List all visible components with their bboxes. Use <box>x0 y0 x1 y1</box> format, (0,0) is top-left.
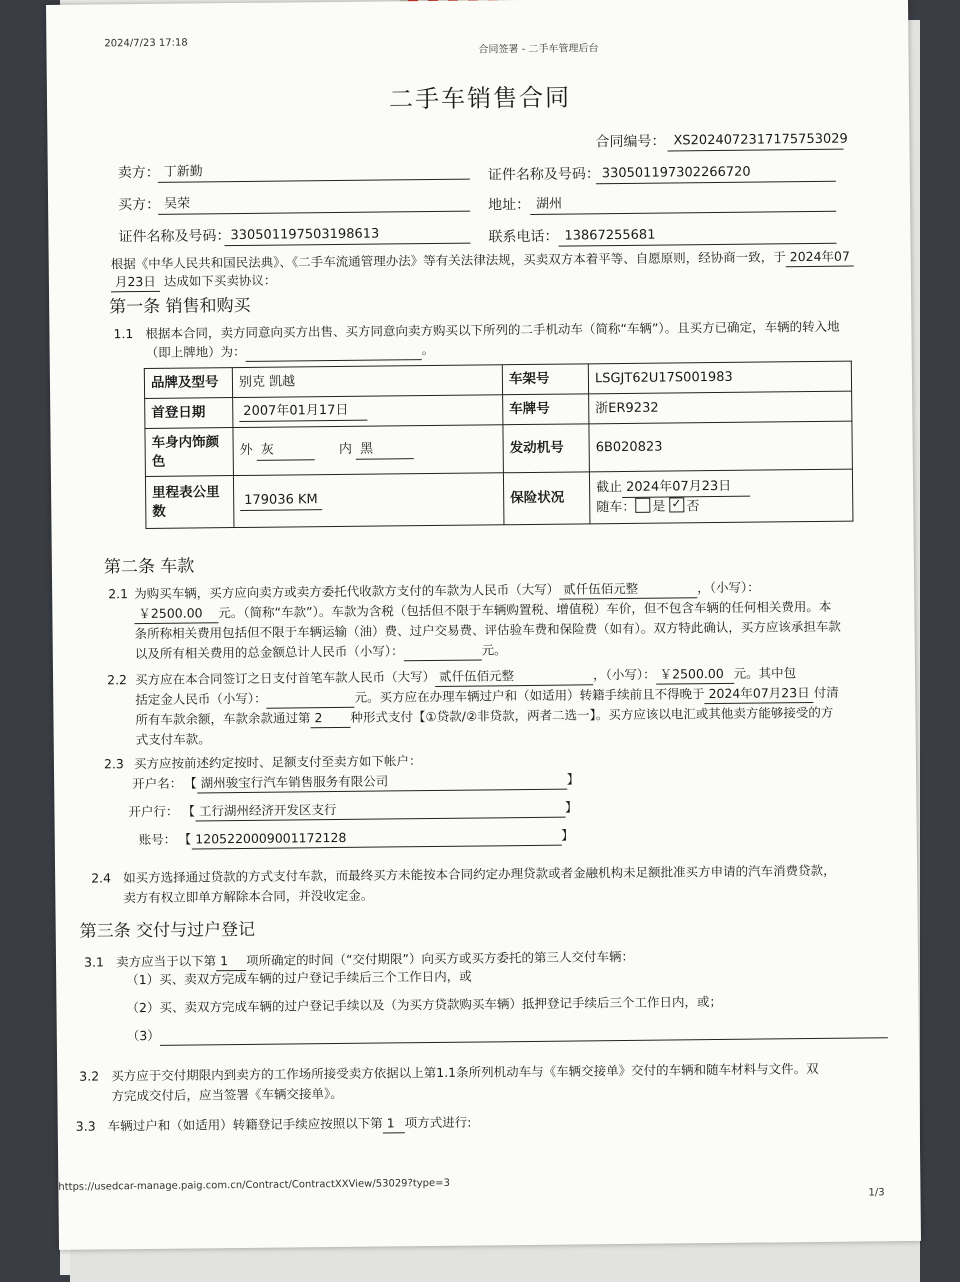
clause-1-1-text: （即上牌地）为： <box>145 343 246 360</box>
account-name-row <box>184 771 579 793</box>
clause-2-1-line3: 条所称相关费用包括但不限于车辆运输（油）费、过户交易费、评估验车费和保险费（如有）。双方特此确认，买方应该承担车款 <box>134 618 841 642</box>
clause-2-2-text1b: ，（小写）： <box>592 666 656 683</box>
clause-2-2-text2b: 元。买方应在办理车辆过户和（如适用）转籍手续前且不得晚于 <box>354 686 705 705</box>
mileage-value: 179036 KM <box>240 491 322 510</box>
plate-location-blank <box>246 342 422 362</box>
vin-label: 车架号 <box>502 364 588 395</box>
buyer-name: 吴荣 <box>158 193 470 215</box>
preamble-line1 <box>111 249 854 275</box>
transfer-option: 1 <box>383 1115 405 1133</box>
insurance-no-checkbox[interactable] <box>669 497 684 512</box>
bracket-close: 】 <box>566 771 580 787</box>
delivery-option-1: （1）买、卖双方完成车辆的过户登记手续后三个工作日内，或 <box>126 968 472 988</box>
clause-1-1-number: 1.1 <box>113 326 134 342</box>
insurance-yes-label: 是 <box>652 499 666 515</box>
bracket-open: 【 <box>178 831 192 847</box>
bracket-open: 【 <box>184 775 197 791</box>
insurance-cell <box>589 469 853 524</box>
article-2-title: 第二条 车款 <box>103 556 195 578</box>
price-number: ￥2500.00 <box>134 605 218 624</box>
account-number: 1205220009001172128 <box>191 828 561 850</box>
account-bank-row <box>182 799 577 821</box>
insurance-until-label: 截止 <box>596 479 623 496</box>
total-amount-blank <box>403 642 481 661</box>
color-cell <box>233 425 503 476</box>
insurance-label: 保险状况 <box>503 472 590 525</box>
clause-2-4-line1: 如买方选择通过贷款的方式支付车款，而最终买方未能按本合同约定办理贷款或者金融机构未足额批准买方申请的汽车消费贷款， <box>123 862 836 886</box>
bracket-close: 】 <box>564 799 578 815</box>
first-payment-number: ￥2500.00 <box>655 666 733 685</box>
account-name: 湖州骏宝行汽车销售服务有限公司 <box>197 772 567 794</box>
payment-option: 2 <box>310 710 350 728</box>
delivery-option-3 <box>127 1020 888 1046</box>
article-3-title: 第三条 交付与过户登记 <box>79 919 256 942</box>
buyer-address: 湖州 <box>530 193 836 215</box>
clause-2-3-number: 2.3 <box>103 756 124 772</box>
clause-3-1-number: 3.1 <box>83 954 104 970</box>
clause-1-1-line1: 根据本合同，卖方同意向买方出售、买方同意向卖方购买以下所列的二手机动车（简称“车辆”）。且买方已确定，车辆的转入地 <box>145 318 840 341</box>
preamble-date-b: 月23日 <box>111 274 160 292</box>
account-bank-label: 开户行： <box>128 803 179 820</box>
clause-2-2-number: 2.2 <box>106 672 128 688</box>
clause-2-2-text3: 所有车款余额，车款余款通过第 <box>135 710 311 728</box>
seller-name: 丁新勤 <box>158 161 470 183</box>
print-datetime: 2024/7/23 17:18 <box>104 37 188 50</box>
insurance-with-car-label: 随车： <box>596 499 636 515</box>
seller-id: 330501197302266720 <box>596 163 836 185</box>
clause-3-3-text1b: 项方式进行: <box>404 1114 472 1131</box>
payment-deadline: 2024年07月23日 <box>704 685 813 704</box>
clause-2-1-line4 <box>135 642 507 664</box>
insurance-until-date: 2024年07月23日 <box>622 478 750 498</box>
deposit-blank <box>266 690 354 709</box>
clause-3-3-number: 3.3 <box>75 1118 96 1134</box>
clause-2-1-text1b: ，（小写）： <box>697 579 760 596</box>
first-registration-value: 2007年01月17日 <box>239 402 367 422</box>
preamble-text: 根据《中华人民共和国民法典》、《二手车流通管理办法》等有关法律法规，买卖双方本着平等、自愿原则，经协商一致，于 <box>110 249 786 272</box>
delivery-option-2: （2）买、卖双方完成车辆的过户登记手续以及（为买方贷款购买车辆）抵押登记手续后三个工作日内，或； <box>126 993 723 1016</box>
bracket-open: 【 <box>182 803 196 819</box>
vehicle-info-table <box>144 361 854 529</box>
footer-page-number: 1/3 <box>868 1187 885 1199</box>
first-registration-cell <box>233 395 503 428</box>
clause-3-3-text1: 车辆过户和（如适用）转籍登记手续应按照以下第 <box>107 1115 383 1134</box>
article-1-title: 第一条 销售和购买 <box>109 295 251 318</box>
buyer-id: 330501197503198613 <box>224 225 470 247</box>
page-title: 二手车销售合同 <box>388 83 572 114</box>
footer-url: https://usedcar-manage.paig.com.cn/Contract/ContractXXView/53029?type=3 <box>58 1177 450 1193</box>
engine-value: 6B020823 <box>589 421 852 472</box>
clause-3-2-line2: 方完成交付后，应当签署《车辆交接单》。 <box>111 1085 343 1104</box>
clause-3-2-number: 3.2 <box>79 1068 100 1084</box>
clause-2-3-line1: 买方应按前述约定按时、足额支付至卖方如下帐户： <box>133 753 422 772</box>
insurance-yes-checkbox[interactable] <box>635 497 650 512</box>
seller-label: 卖方： <box>117 164 160 182</box>
plate-value: 浙ER9232 <box>589 391 852 424</box>
buyer-label: 买方： <box>118 196 161 214</box>
exterior-label: 外 <box>239 443 253 459</box>
contract-number-label: 合同编号： <box>595 133 666 151</box>
clause-3-1-text1b: 项所确定的时间（“交付期限”）向买方或买方委托的第三人交付车辆： <box>245 948 635 968</box>
preamble-text-2: 达成如下买卖协议： <box>163 272 277 289</box>
mileage-label: 里程表公里数 <box>145 476 234 529</box>
interior-label: 内 <box>338 442 353 458</box>
preamble-date-a: 2024年07 <box>786 249 854 268</box>
account-number-label: 账号： <box>138 831 177 848</box>
clause-2-2-line4: 式支付车款。 <box>135 731 211 748</box>
preamble-line2 <box>111 273 277 293</box>
clause-2-1-text1: 为购买车辆，买方应向卖方或卖方委托代收款方支付的车款为人民币（大写） <box>134 581 560 602</box>
contract-number: XS2024072317175753029 <box>667 131 843 152</box>
clause-1-1-line2 <box>146 342 435 363</box>
plate-label: 车牌号 <box>503 394 589 425</box>
first-registration-label: 首登日期 <box>145 398 233 429</box>
brand-label: 品牌及型号 <box>144 368 232 399</box>
clause-2-4-line2: 卖方有权立即单方解除本合同，并没收定金。 <box>123 887 374 906</box>
print-site-title: 合同签署 - 二手车管理后台 <box>478 43 599 56</box>
phone-label: 联系电话： <box>488 228 559 246</box>
engine-label: 发动机号 <box>503 424 589 473</box>
color-label: 车身内饰颜色 <box>145 428 233 477</box>
insurance-no-label: 否 <box>686 498 700 514</box>
first-payment-uppercase: 贰仟伍佰元整 <box>435 667 593 687</box>
price-uppercase: 贰仟伍佰元整 <box>559 580 697 599</box>
delivery-option-3-label: （3） <box>126 1027 160 1044</box>
vin-value: LSGJT62U17S001983 <box>588 361 851 394</box>
bracket-close: 】 <box>561 827 574 843</box>
clause-2-1-text4: 以及所有相关费用的总金额总计人民币（小写）： <box>134 643 404 662</box>
clause-2-2-text1c: 元。其中包 <box>733 665 797 681</box>
contract-page <box>46 0 921 1250</box>
interior-color: 黑 <box>356 440 414 459</box>
clause-3-1-text1: 卖方应当于以下第 <box>115 953 217 970</box>
clause-2-2-text3b: 种形式支付【①贷款/②非贷款，两者二选一】。买方应该以电汇或其他卖方能够接受的方 <box>350 704 834 725</box>
clause-2-2-text2c: 付清 <box>813 684 839 700</box>
exterior-color: 灰 <box>257 441 315 460</box>
clause-2-1-text4b: 元。 <box>481 642 507 658</box>
clause-2-1-text2: 元。（简称“车款”）。车款为含税（包括但不限于车辆购置税、增值税）车价，但不包含车辆的任何相关费用。本 <box>218 598 832 621</box>
clause-3-2-line1: 买方应于交付期限内到卖方的工作场所接受卖方依据以上第1.1条所列机动车与《车辆交接单》交付的车辆和随车材料与文件。双 <box>111 1060 819 1084</box>
mileage-cell <box>233 473 504 528</box>
address-label: 地址： <box>488 196 531 214</box>
clause-3-3-line1 <box>108 1115 472 1137</box>
clause-2-2-text1: 买方应在本合同签订之日支付首笔车款人民币（大写） <box>134 668 436 688</box>
clause-2-4-number: 2.4 <box>91 870 112 886</box>
delivery-option: 1 <box>216 953 246 971</box>
clause-1-1-end: 。 <box>421 341 435 358</box>
account-number-row <box>179 828 574 850</box>
delivery-option-3-blank <box>160 1020 888 1045</box>
seller-id-label: 证件名称及号码： <box>487 166 600 184</box>
account-name-label: 开户名： <box>132 775 183 792</box>
clause-2-1-number: 2.1 <box>108 586 129 602</box>
buyer-id-label: 证件名称及号码： <box>118 228 231 246</box>
clause-2-2-text2: 括定金人民币（小写）： <box>135 690 267 708</box>
brand-value: 别克 凯越 <box>232 365 502 398</box>
account-bank: 工行湖州经济开发区支行 <box>195 800 565 822</box>
buyer-phone: 13867255681 <box>558 225 836 247</box>
